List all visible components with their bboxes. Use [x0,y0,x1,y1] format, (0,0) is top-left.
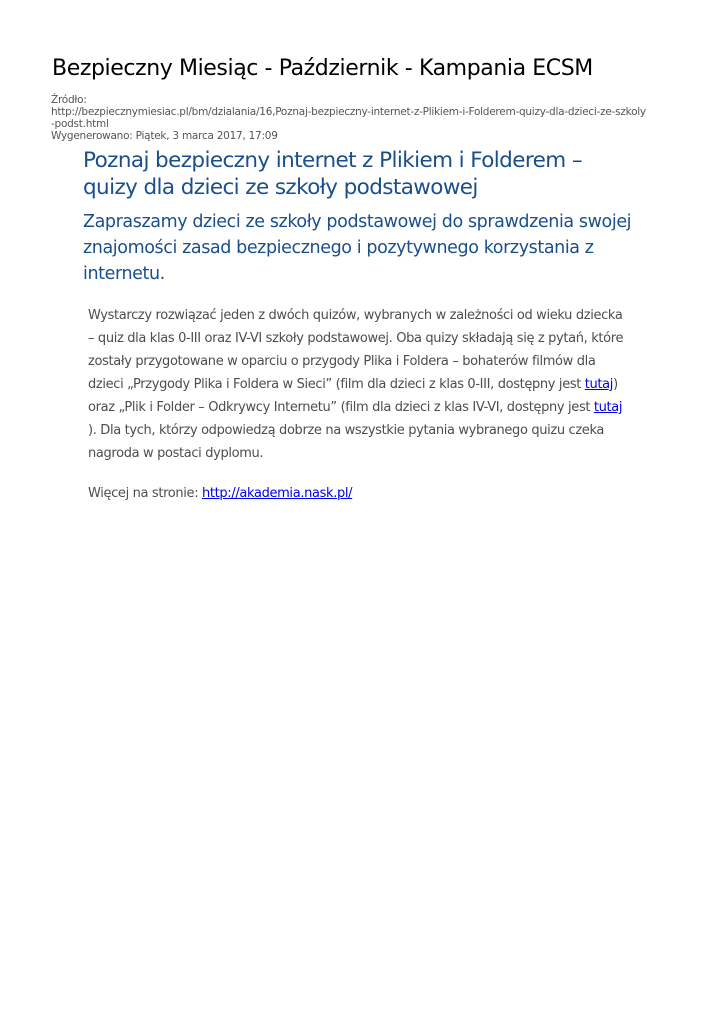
document-title: Bezpieczny Miesiąc - Październik - Kampania ECSM [52,56,593,81]
source-url-line-2: -podst.html [51,118,109,130]
source-url-line-1: http://bezpiecznymiesiac.pl/bm/dzialania/16,Poznaj-bezpieczny-internet-z-Plikiem-i-Folderem-quizy-dla-dzieci-ze-szkoly [51,106,646,118]
akademia-nask-link[interactable]: http://akademia.nask.pl/ [202,486,353,501]
article-body [88,304,658,465]
more-info [88,482,352,505]
film-4-6-link[interactable]: tutaj [593,400,623,415]
body-line-4-text: dzieci „Przygody Plika i Foldera w Sieci” (film dla dzieci z klas 0-III, dostępny jest [88,377,585,392]
body-line-7: nagroda w postaci dyplomu. [88,446,264,461]
generated-timestamp: Wygenerowano: Piątek, 3 marca 2017, 17:09 [51,130,278,142]
article-lead-line-2: znajomości zasad bezpiecznego i pozytywnego korzystania z [83,238,594,258]
body-line-4-close: ) [613,377,618,392]
body-line-1: Wystarczy rozwiązać jeden z dwóch quizów, wybranych w zależności od wieku dziecka [88,308,623,323]
body-line-3: zostały przygotowane w oparciu o przygody Plika i Foldera – bohaterów filmów dla [88,354,596,369]
document-meta [51,94,676,142]
article-lead-line-1: Zapraszamy dzieci ze szkoły podstawowej do sprawdzenia swojej [83,212,632,232]
body-line-5 [88,396,658,419]
more-info-label: Więcej na stronie: [88,486,203,501]
film-0-3-link[interactable]: tutaj [584,377,614,392]
article-title [83,147,643,201]
article-title-line-2: quizy dla dzieci ze szkoły podstawowej [83,175,478,200]
body-line-5-text: oraz „Plik i Folder – Odkrywcy Internetu” (film dla dzieci z klas IV-VI, dostępny jest [88,400,594,415]
body-line-6: ). Dla tych, którzy odpowiedzą dobrze na wszystkie pytania wybranego quizu czeka [88,423,605,438]
body-line-4 [88,373,658,396]
body-line-2: – quiz dla klas 0-III oraz IV-VI szkoły podstawowej. Oba quizy składają się z pytań, które [88,331,624,346]
source-label: Źródło: [51,94,87,106]
article-title-line-1: Poznaj bezpieczny internet z Plikiem i Folderem – [83,148,582,173]
article-lead [83,209,663,287]
article-lead-line-3: internetu. [83,264,165,284]
